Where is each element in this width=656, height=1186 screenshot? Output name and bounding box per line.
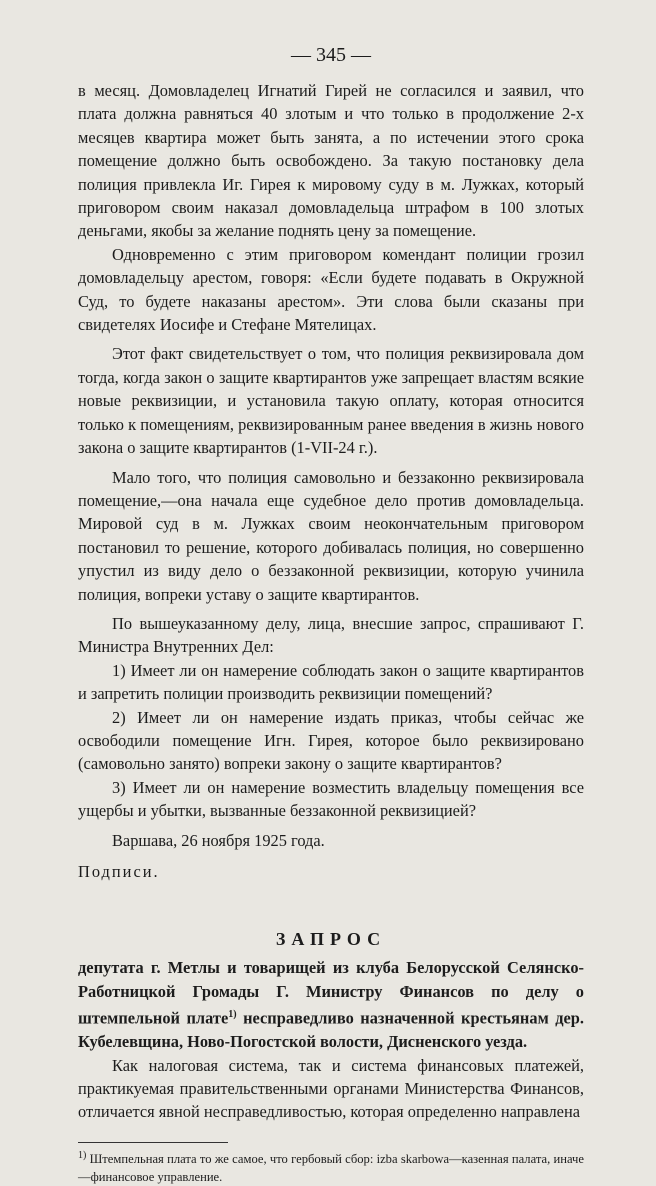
date-line: Варшава, 26 ноября 1925 года. — [112, 830, 325, 850]
paragraph: в месяц. Домовладелец Игнатий Гирей не согласился и заявил, что плата должна равняться 40 злотым и что только в продолжение 2-х месяцев квартира может быть занята, а по истечении этого срока помещение должно быть освобождено. За такую постановку дела полиция привлекла Иг. Гирея к мировому суду в м. Лужках, который приговором своим наказал домовладельца штрафом в 100 злотых деньгами, якобы за желание поднять цену за помещение. — [78, 81, 584, 241]
footnote-label: 1) — [78, 1149, 87, 1161]
paragraph: Этот факт свидетельствует о том, что полиция реквизировала дом тогда, когда закон о защите квартирантов уже запрещает властям всякие новые реквизиции, и установила такую оплату, которая относится только к помещениям, реквизированным ранее введения в жизнь нового закона о защите квартирантов (1-VII-24 г.). — [78, 344, 584, 458]
question-item: 1) Имеет ли он намерение соблюдать закон о защите квартирантов и запретить полиции производить реквизиции помещений? — [78, 660, 584, 704]
paragraph: Одновременно с этим приговором комендант полиции грозил домовладельцу арестом, говоря: «Если будете подавать в Окружной Суд, то будете наказаны арестом». Эти слова были сказаны при свидетелях Иосифе и Стефане Мятелицах. — [78, 244, 584, 335]
question-item: 3) Имеет ли он намерение возместить владельцу помещения все ущербы и убытки, вызванные беззаконной реквизицией? — [78, 777, 584, 821]
page-number: — 345 — — [291, 44, 371, 66]
footnote — [78, 1147, 584, 1186]
signatures: Подписи. — [78, 862, 160, 881]
section-heading: ЗАПРОС — [275, 929, 387, 950]
footnote-text: Штемпельная плата то же самое, что гербовый сбор: izba skarbowa—казенная палата, иначе—финансовое управление. — [78, 1151, 584, 1184]
subheading-text: депутата г. Метлы и товарищей из клуба Белорусской Селянско-Работницкой Громады Г. Министру Финансов по делу о штемпельной плате — [78, 958, 584, 1028]
paragraph: По вышеуказанному делу, лица, внесшие запрос, спрашивают Г. Министра Внутренних Дел: — [78, 613, 584, 657]
paragraph: Как налоговая система, так и система финансовых платежей, практикуемая правительственными органами Министерства Финансов, отличается явной несправедливостью, которая определенно направлена — [78, 1055, 584, 1122]
question-item: 2) Имеет ли он намерение издать приказ, чтобы сейчас же освободили помещение Игн. Гирея, которое было реквизировано (самовольно занято) вопреки закону о защите квартирантов? — [78, 707, 584, 774]
section-subheading — [78, 956, 584, 1053]
footnote-mark: 1) — [228, 1009, 237, 1021]
paragraph: Мало того, что полиция самовольно и беззаконно реквизировала помещение,—она начала еще судебное дело против домовладельца. Мировой суд в м. Лужках своим неокончательным приговором постановил то решение, которого добивалась полиция, но совершенно упустил из виду дело о беззаконной реквизиции, которую учинила полиция, вопреки уставу о защите квартирантов. — [78, 467, 584, 604]
body-text — [78, 79, 584, 1124]
subheading-text-cont: несправедливо назначенной крестьянам дер. Кубелевщина, Ново-Погостской волости, Дисненского уезда. — [78, 1008, 585, 1052]
footnote-divider — [78, 1142, 228, 1143]
